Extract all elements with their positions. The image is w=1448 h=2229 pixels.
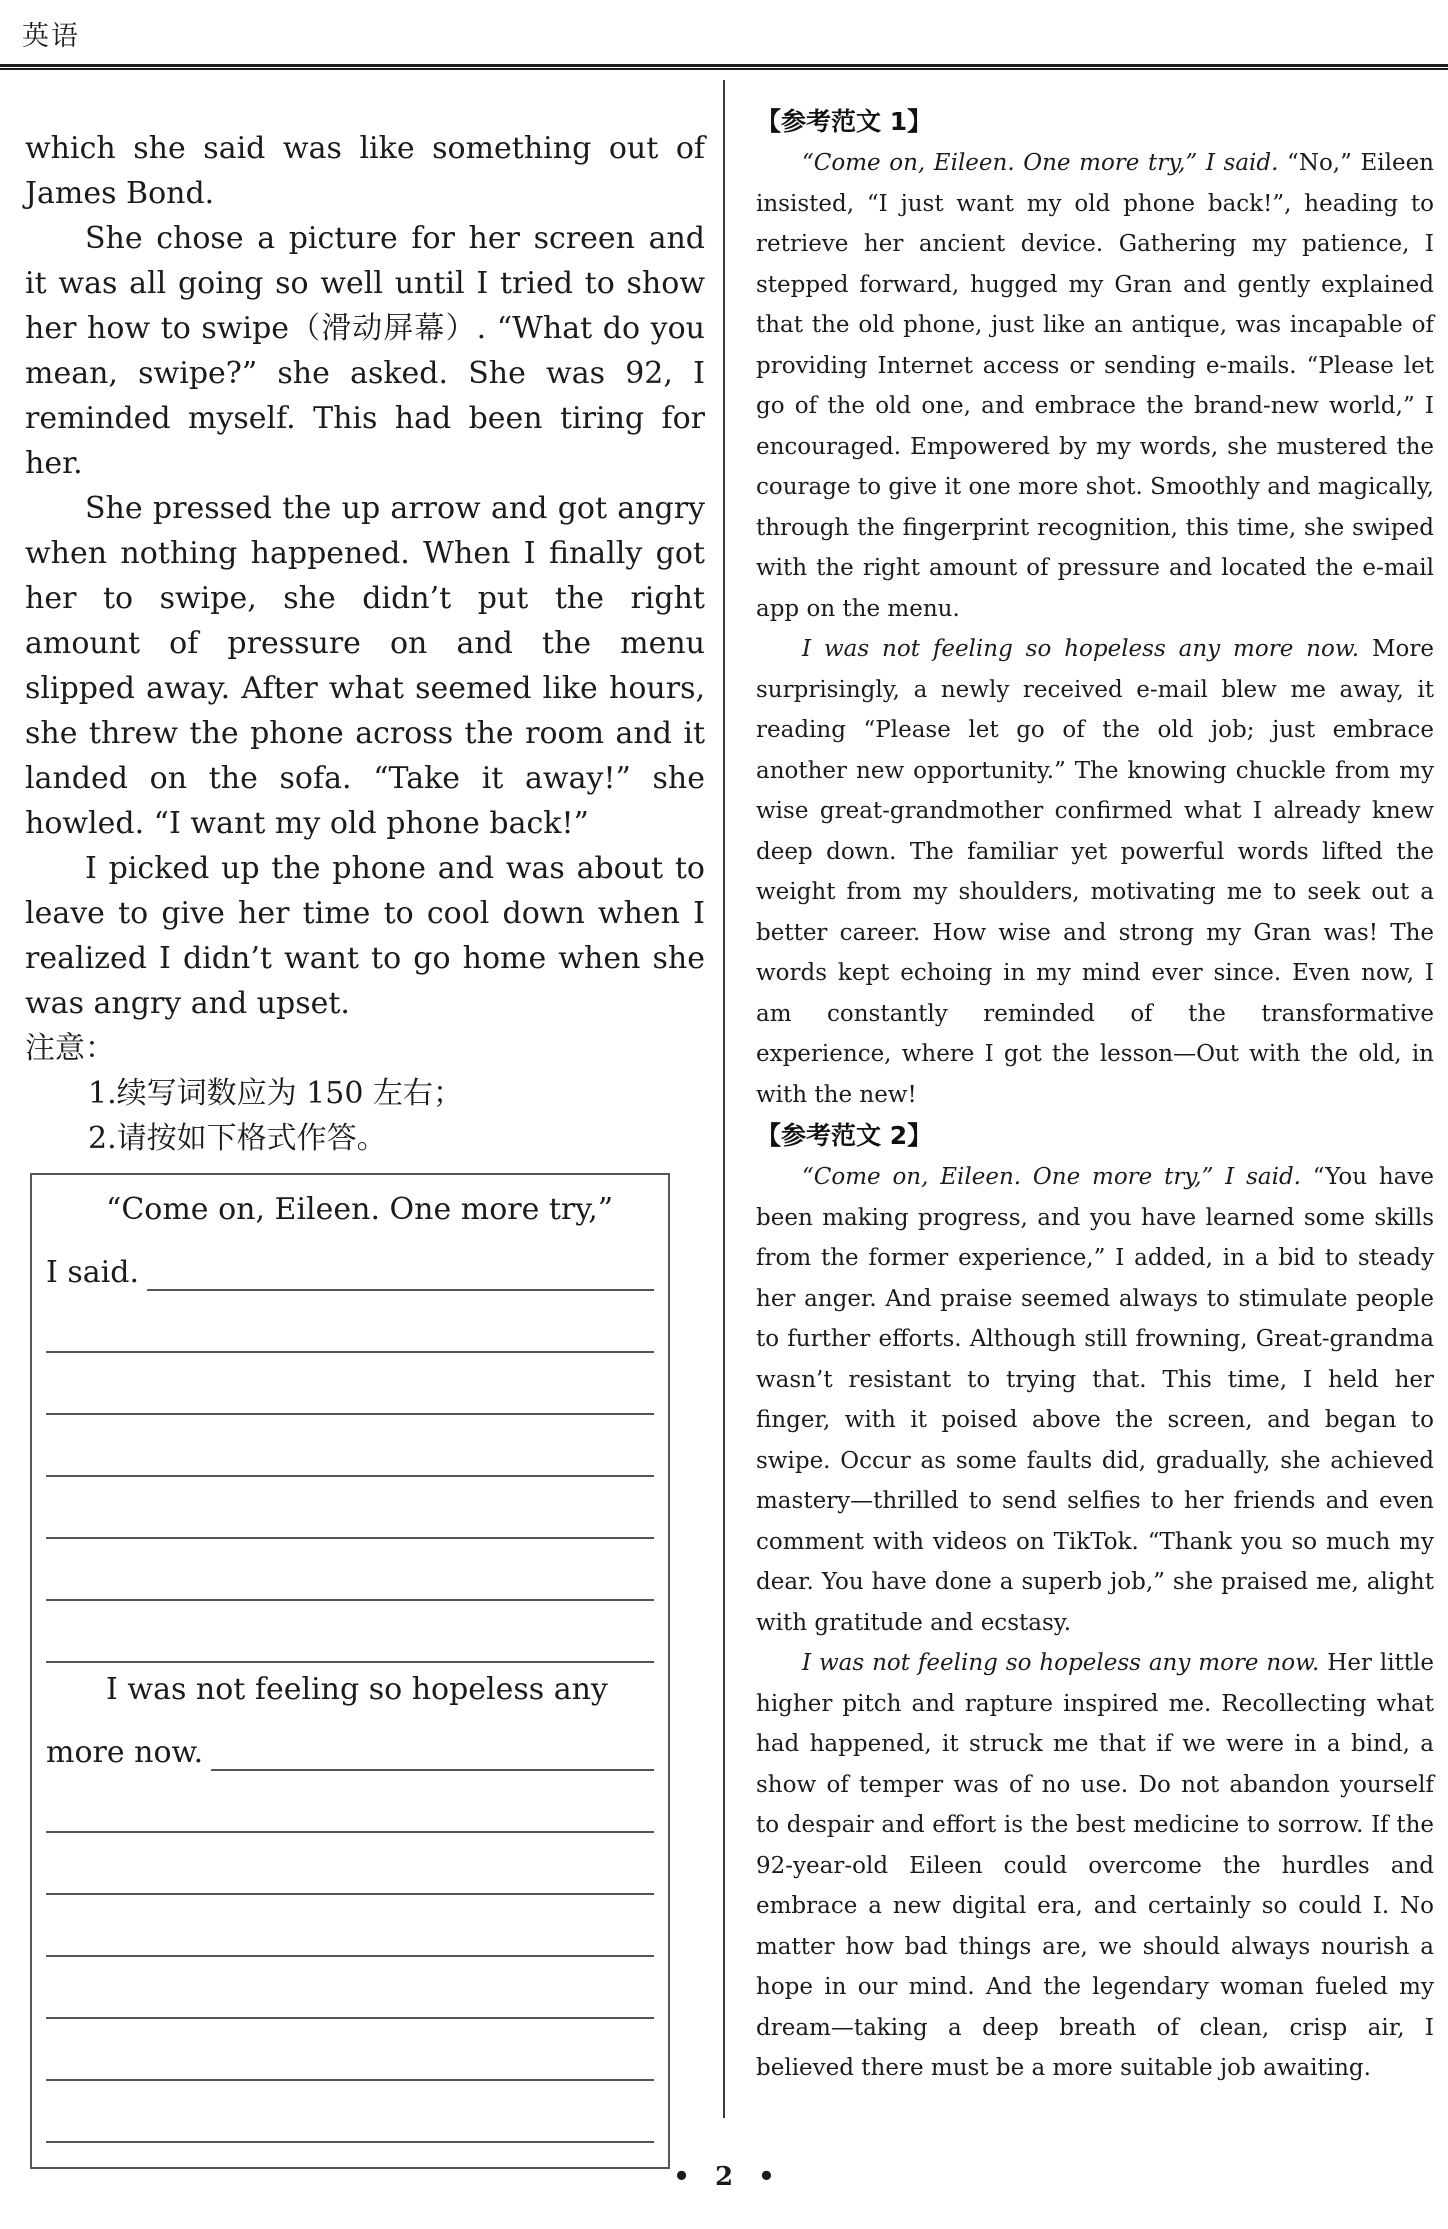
answer-writing-line <box>46 1833 654 1895</box>
answer-writing-line <box>46 1895 654 1957</box>
essay-paragraph <box>756 1643 1434 2089</box>
header-rule <box>0 64 1448 70</box>
answer-writing-line <box>46 1539 654 1601</box>
passage-paragraph: She chose a picture for her screen and it was all going so well until I tried to show her how to swipe（滑动屏幕）. “What do you mean, swipe?” she asked. She was 92, I reminded myself. This had been tiring for her. <box>25 221 705 481</box>
right-column <box>756 101 1434 2089</box>
page-number: • 2 • <box>673 2162 775 2192</box>
notice-label: 注意： <box>25 1031 115 1066</box>
answer-blank-lines-group-2 <box>46 1771 654 2143</box>
essay-paragraph <box>756 1157 1434 1643</box>
answer-prompt-2: I was not feeling so hopeless any <box>106 1672 608 1707</box>
answer-prompt-1: “Come on, Eileen. One more try,” <box>106 1192 614 1227</box>
passage-paragraph: I picked up the phone and was about to leave to give her time to cool down when I realized I didn’t want to go home when she was angry and upset. <box>25 851 705 1021</box>
answer-writing-line <box>46 1415 654 1477</box>
essay-paragraph <box>756 143 1434 629</box>
answer-writing-line <box>46 2081 654 2143</box>
answer-blank-lines-group-1 <box>46 1291 654 1663</box>
essay-lead-sentence: “Come on, Eileen. One more try,” I said. <box>802 1164 1301 1190</box>
answer-writing-line <box>46 1771 654 1833</box>
reference-essay-heading: 【参考范文 1】 <box>756 107 933 136</box>
notice-item: 2.请按如下格式作答。 <box>88 1121 387 1156</box>
essay-lead-sentence: “Come on, Eileen. One more try,” I said. <box>802 150 1279 176</box>
answer-writing-line <box>46 1477 654 1539</box>
reference-essay-heading: 【参考范文 2】 <box>756 1121 933 1150</box>
passage-paragraph: She pressed the up arrow and got angry when nothing happened. When I finally got her to swipe, she didn’t put the right amount of pressure on and the menu slipped away. After what seemed like hours, she threw the phone across the room and it landed on the sofa. “Take it away!” she howled. “I want my old phone back!” <box>25 491 705 841</box>
essay-paragraph <box>756 629 1434 1115</box>
answer-writing-line <box>211 1717 654 1771</box>
answer-prompt-1-tail: I said. <box>46 1255 140 1290</box>
subject-label: 英语 <box>22 21 80 52</box>
answer-box <box>30 1173 670 2169</box>
column-divider <box>723 80 725 2118</box>
answer-writing-line <box>46 1957 654 2019</box>
left-column <box>25 126 705 2169</box>
essay-body-text: Her little higher pitch and rapture inspired me. Recollecting what had happened, it struck me that if we were in a bind, a show of temper was of no use. Do not abandon yourself to despair and effort is the best medicine to sorrow. If the 92-year-old Eileen could overcome the hurdles and embrace a new digital era, and certainly so could I. No matter how bad things are, we should always nourish a hope in our mind. And the legendary woman fueled my dream—taking a deep breath of clean, crisp air, I believed there must be a more suitable job awaiting. <box>756 1650 1435 2081</box>
answer-writing-line <box>46 2019 654 2081</box>
passage-paragraph: which she said was like something out of James Bond. <box>25 131 705 211</box>
answer-prompt-1-continued <box>46 1237 654 1291</box>
essay-body-text: “No,” Eileen insisted, “I just want my old phone back!”, heading to retrieve her ancient device. Gathering my patience, I stepped forward, hugged my Gran and gently explained that the old phone, just like an antique, was incapable of providing Internet access or sending e-mails. “Please let go of the old one, and embrace the brand-new world,” I encouraged. Empowered by my words, she mustered the courage to give it one more shot. Smoothly and magically, through the fingerprint recognition, this time, she swiped with the right amount of pressure and located the e-mail app on the menu. <box>756 150 1434 622</box>
answer-writing-line <box>46 1353 654 1415</box>
answer-prompt-2-continued <box>46 1717 654 1771</box>
answer-writing-line <box>46 1291 654 1353</box>
notice-item: 1.续写词数应为 150 左右； <box>88 1076 463 1111</box>
essay-body-text: More surprisingly, a newly received e-mail blew me away, it reading “Please let go of the old job; just embrace another new opportunity.” The knowing chuckle from my wise great-grandmother confirmed what I already knew deep down. The familiar yet powerful words lifted the weight from my shoulders, motivating me to seek out a better career. How wise and strong my Gran was! The words kept echoing in my mind ever since. Even now, I am constantly reminded of the transformative experience, where I got the lesson—Out with the old, in with the new! <box>756 636 1434 1108</box>
essay-body-text: “You have been making progress, and you have learned some skills from the former experience,” I added, in a bid to steady her anger. And praise seemed always to stimulate people to further efforts. Although still frowning, Great-grandma wasn’t resistant to trying that. This time, I held her finger, with it poised above the screen, and began to swipe. Occur as some faults did, gradually, she achieved mastery—thrilled to send selfies to her friends and even comment with videos on TikTok. “Thank you so much my dear. You have done a superb job,” she praised me, alight with gratitude and ecstasy. <box>756 1164 1435 1636</box>
essay-lead-sentence: I was not feeling so hopeless any more now. <box>802 636 1360 662</box>
answer-writing-line <box>46 1601 654 1663</box>
answer-writing-line <box>147 1237 654 1291</box>
answer-prompt-2-tail: more now. <box>46 1735 204 1770</box>
essay-lead-sentence: I was not feeling so hopeless any more now. <box>802 1650 1320 1676</box>
